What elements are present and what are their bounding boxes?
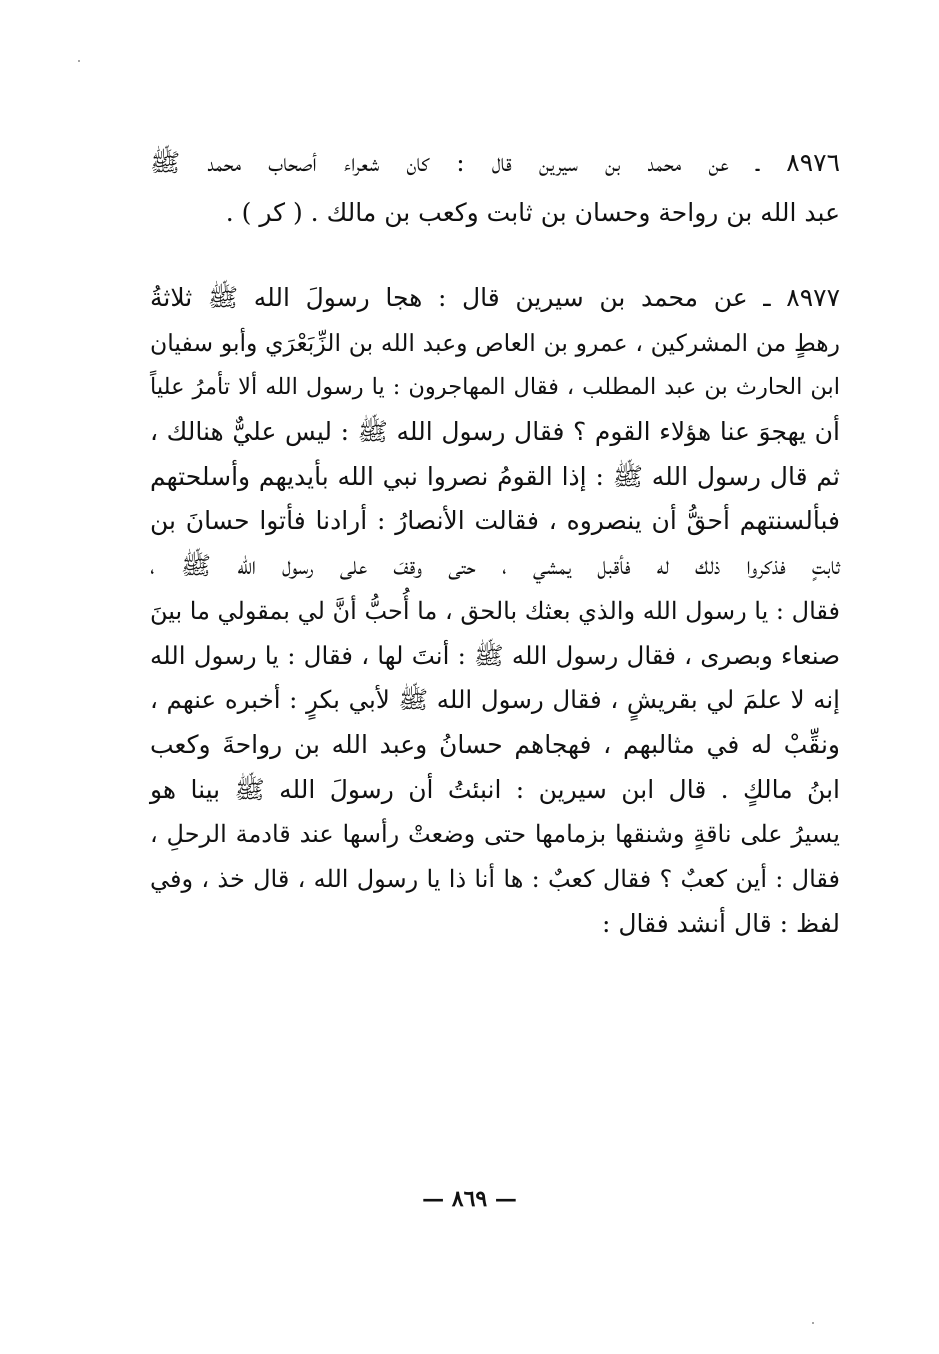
text-line: ٨٩٧٧ ـ عن محمد بن سيرين قال : هجا رسولَ الله ﷺ ثلاثةُ: [150, 283, 840, 312]
text-line: أن يهجوَ عنا هؤلاء القوم ؟ فقال رسول الله ﷺ : ليس عليٌّ هنالك ،: [150, 417, 840, 447]
text-line: ثابتٍ فذكروا ذلك له فأقبل يمشي ، حتى وقفَ على رسول الله ﷺ ،: [150, 551, 840, 581]
text-line: ٨٩٧٦ ـ عن محمد بن سيرين قال : كان شعراء أصحاب محمد ﷺ: [150, 148, 840, 177]
text-line: رهطٍ من المشركين ، عمرو بن العاص وعبد الله بن الزِّبَعْرَي وأبو سفيان: [150, 328, 840, 357]
text-line: ابنُ مالكٍ . قال ابن سيرين : انبئتُ أن رسولَ الله ﷺ بينا هو: [150, 774, 840, 804]
page-number: — ٨٦٩ —: [422, 1186, 517, 1212]
text-line: ونقِّبْ له في مثالبهم ، فهجاهم حسانُ وعبد الله بن رواحةَ وكعب: [150, 729, 840, 759]
text-line: ابن الحارث بن عبد المطلب ، فقال المهاجرون : يا رسول الله ألا تأمرُ علياً: [150, 374, 840, 401]
text-line: عبد الله بن رواحة وحسان بن ثابت وكعب بن مالك . ( كر ) .: [225, 198, 840, 227]
text-line: يسيرُ على ناقةٍ وشنقها بزمامها حتى وضعتْ رأسها عند قادمة الرحلِ ،: [150, 820, 840, 849]
hadith-entry-8976: [150, 138, 840, 238]
text-line: فبألسنتهم أحقُّ أن ينصروه ، فقالت الأنصارُ : أرادنا فأتوا حسانَ بن: [150, 506, 840, 536]
text-line: فقال : أين كعبٌ ؟ فقال كعبٌ : ها أنا ذا يا رسول الله ، قال خذ ، وفي: [150, 864, 840, 893]
text-line: فقال : يا رسول الله والذي بعثك بالحق ، ما أُحبُّ أنَّ لي بمقولي ما بينَ: [149, 596, 840, 625]
scan-speck: [812, 1322, 814, 1324]
text-line: إنه لا علمَ لي بقريشٍ ، فقال رسول الله ﷺ لأبي بكرٍ : أخبره عنهم ،: [150, 685, 840, 715]
text-line: صنعاء وبصرى ، فقال رسول الله ﷺ : أنتَ لها ، فقال : يا رسول الله: [150, 640, 840, 670]
text-line: ثم قال رسول الله ﷺ : إذا القومُ نصروا نبي الله بأيديهم وأسلحتهم: [150, 461, 840, 491]
scan-speck: [78, 60, 80, 62]
hadith-entry-8977: [150, 276, 840, 946]
text-line: لفظ : قال أنشد فقال :: [601, 908, 840, 938]
